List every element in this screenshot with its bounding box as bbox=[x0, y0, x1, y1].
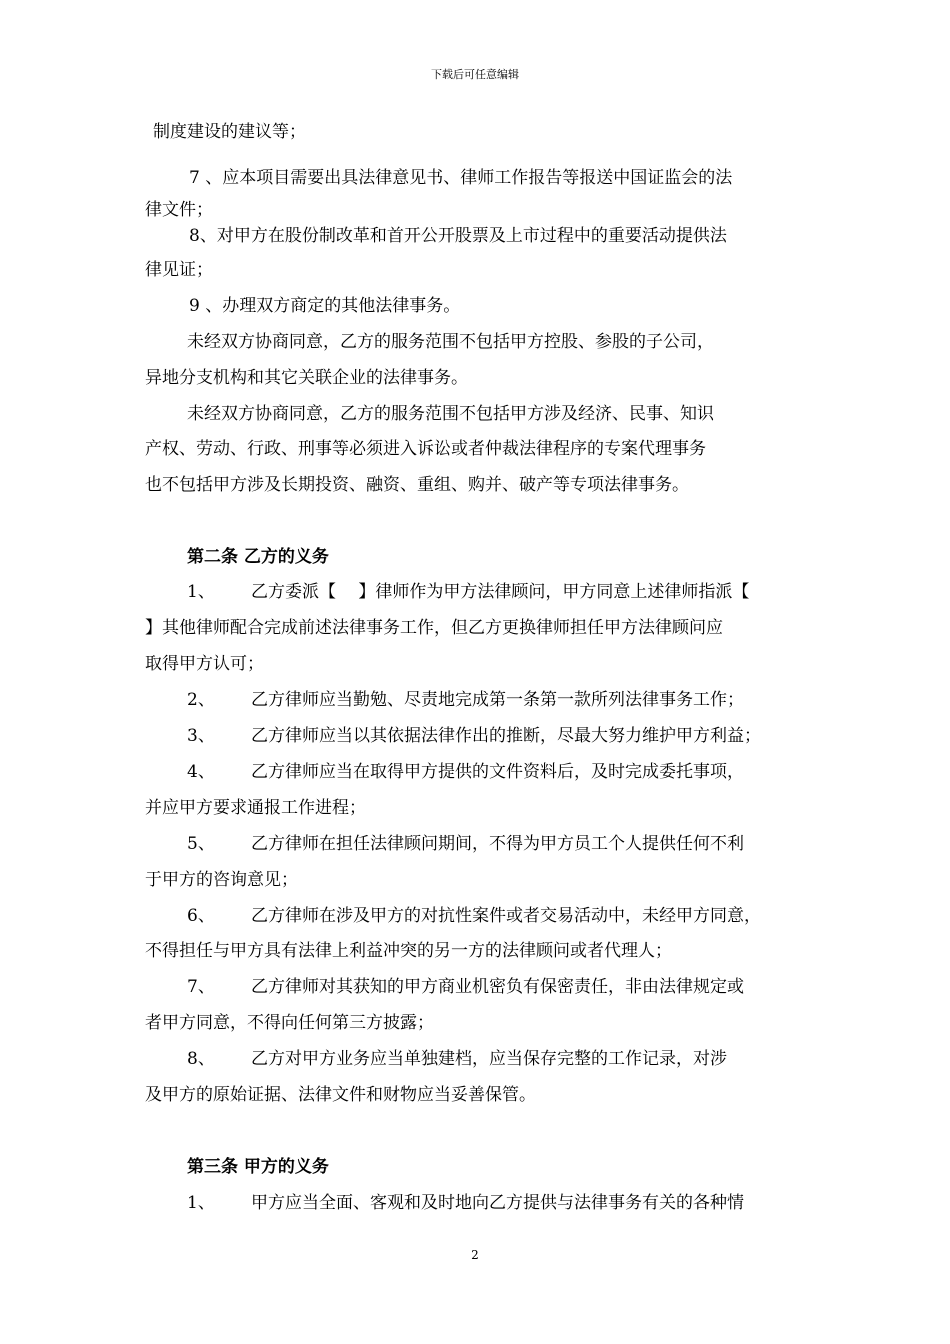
paragraph-line: 未经双方协商同意，乙方的服务范围不包括甲方涉及经济、民事、知识 bbox=[187, 404, 714, 424]
list-item-number: 1、 bbox=[187, 1193, 215, 1213]
list-item-text: 乙方律师应当勤勉、尽责地完成第一条第一款所列法律事务工作； bbox=[251, 690, 744, 710]
paragraph-line: 】其他律师配合完成前述法律事务工作，但乙方更换律师担任甲方法律顾问应 bbox=[145, 618, 723, 638]
paragraph-line: 不得担任与甲方具有法律上利益冲突的另一方的法律顾问或者代理人； bbox=[145, 941, 672, 961]
list-item-9: 9 、办理双方商定的其他法律事务。 bbox=[189, 296, 461, 316]
paragraph-line: 异地分支机构和其它关联企业的法律事务。 bbox=[145, 368, 468, 388]
list-item-number: 8、 bbox=[187, 1049, 215, 1069]
list-item-number: 2、 bbox=[187, 690, 215, 710]
list-item-text: 乙方律师对其获知的甲方商业机密负有保密责任，非由法律规定或 bbox=[251, 977, 744, 997]
paragraph-line: 未经双方协商同意，乙方的服务范围不包括甲方控股、参股的子公司， bbox=[187, 332, 714, 352]
paragraph-line: 及甲方的原始证据、法律文件和财物应当妥善保管。 bbox=[145, 1085, 536, 1105]
paragraph-line: 产权、劳动、行政、刑事等必须进入诉讼或者仲裁法律程序的专案代理事务 bbox=[145, 439, 706, 459]
list-item-text: 乙方律师在担任法律顾问期间，不得为甲方员工个人提供任何不利 bbox=[251, 834, 744, 854]
paragraph-line: 并应甲方要求通报工作进程； bbox=[145, 798, 366, 818]
list-item-number: 6、 bbox=[187, 906, 215, 926]
list-item-text: 乙方律师应当以其依据法律作出的推断，尽最大努力维护甲方利益； bbox=[251, 726, 761, 746]
list-item-7: 7 、应本项目需要出具法律意见书、律师工作报告等报送中国证监会的法 bbox=[189, 168, 733, 188]
list-item-number: 5、 bbox=[187, 834, 215, 854]
section-heading-2: 第二条 乙方的义务 bbox=[187, 547, 329, 567]
list-item-text: 乙方委派【 】律师作为甲方法律顾问，甲方同意上述律师指派【 bbox=[251, 582, 750, 602]
page-number: 2 bbox=[471, 1248, 479, 1262]
list-item-text: 甲方应当全面、客观和及时地向乙方提供与法律事务有关的各种情 bbox=[251, 1193, 744, 1213]
paragraph-line: 于甲方的咨询意见； bbox=[145, 870, 298, 890]
paragraph-line: 律文件； bbox=[145, 200, 213, 220]
list-item-8: 8、对甲方在股份制改革和首开公开股票及上市过程中的重要活动提供法 bbox=[189, 226, 727, 246]
list-item-number: 1、 bbox=[187, 582, 215, 602]
paragraph-line: 也不包括甲方涉及长期投资、融资、重组、购并、破产等专项法律事务。 bbox=[145, 475, 689, 495]
paragraph-line: 取得甲方认可； bbox=[145, 654, 264, 674]
list-item-text: 乙方律师在涉及甲方的对抗性案件或者交易活动中，未经甲方同意， bbox=[251, 906, 761, 926]
page-header: 下载后可任意编辑 bbox=[431, 68, 519, 81]
paragraph-line: 者甲方同意，不得向任何第三方披露； bbox=[145, 1013, 434, 1033]
list-item-number: 4、 bbox=[187, 762, 215, 782]
paragraph-line: 律见证； bbox=[145, 260, 213, 280]
section-heading-3: 第三条 甲方的义务 bbox=[187, 1157, 329, 1177]
list-item-text: 乙方律师应当在取得甲方提供的文件资料后，及时完成委托事项， bbox=[251, 762, 744, 782]
list-item-number: 7、 bbox=[187, 977, 215, 997]
list-item-text: 乙方对甲方业务应当单独建档，应当保存完整的工作记录，对涉 bbox=[251, 1049, 727, 1069]
list-item-number: 3、 bbox=[187, 726, 215, 746]
paragraph-line: 制度建设的建议等； bbox=[153, 122, 306, 142]
